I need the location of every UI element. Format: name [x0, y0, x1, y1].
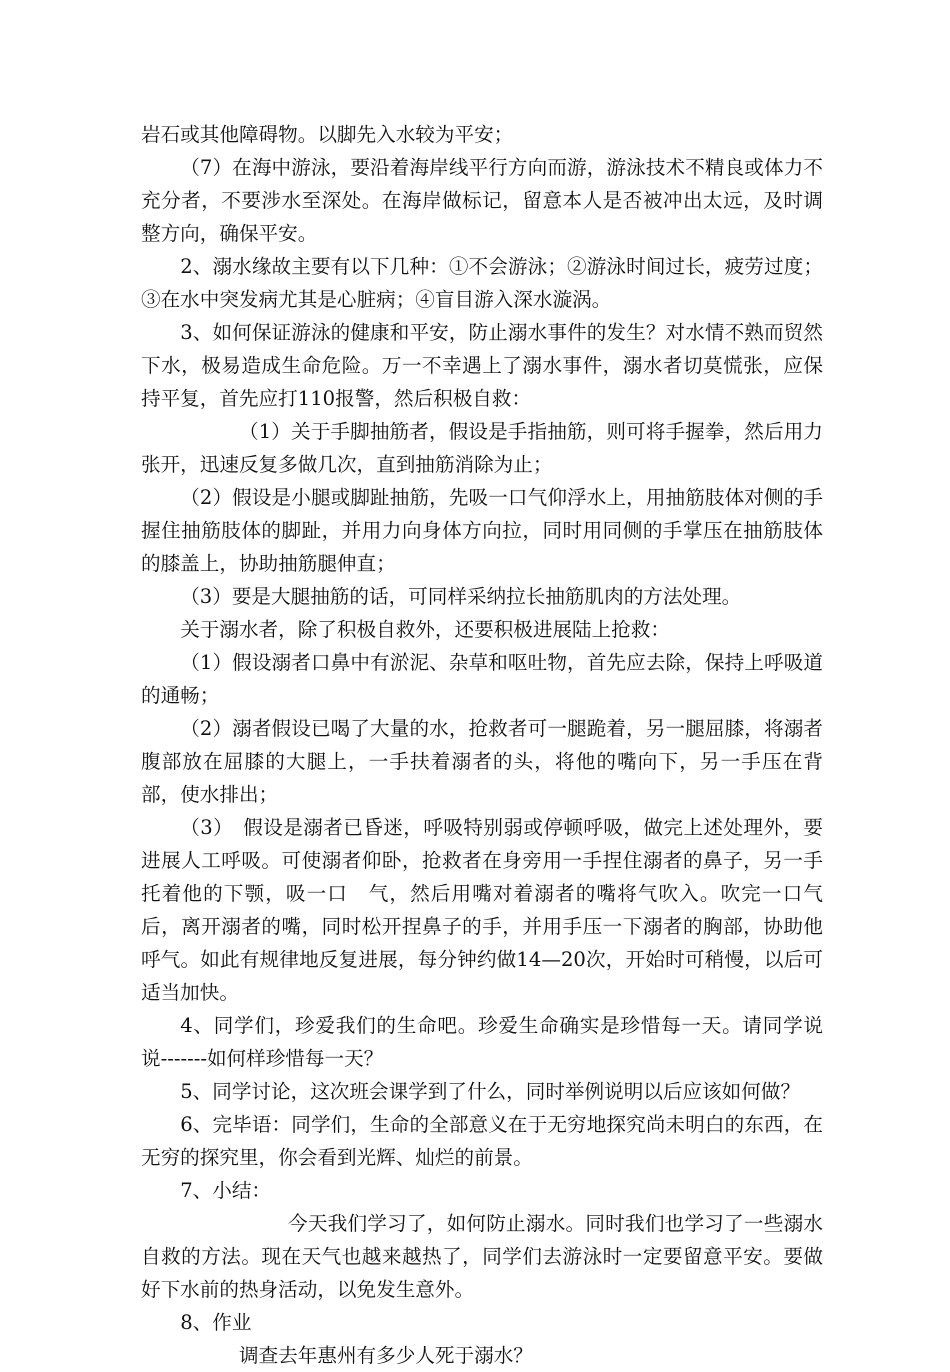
- paragraph-drowning-causes: 2、溺水缘故主要有以下几种：①不会游泳；②游泳时间过长，疲劳过度；③在水中突发病尤其是心脏病；④盲目游入深水漩涡。: [141, 255, 823, 311]
- paragraph-drain-water: （2）溺者假设已喝了大量的水，抢救者可一腿跪着，另一腿屈膝，将溺者腹部放在屈膝的大腿上，一手扶着溺者的头，将他的嘴向下，另一手压在背部，使水排出；: [141, 717, 823, 806]
- paragraph-artificial-respiration: （3） 假设是溺者已昏迷，呼吸特别弱或停顿呼吸，做完上述处理外，要进展人工呼吸。可使溺者仰卧，抢救者在身旁用一手捏住溺者的鼻子，另一手托着他的下颚，吸一口 气，然后用嘴对着溺者的嘴将气吹入。吹完一口气后，离开溺者的嘴，同时松开捏鼻子的手，并用手压一下溺者的胸部，协助他呼气。如此有规律地反复进展，每分钟约做14—20次，开始时可稍慢，以后可适当加快。: [141, 816, 823, 1004]
- paragraph-discussion: 5、同学讨论，这次班会课学到了什么，同时举例说明以后应该如何做？: [180, 1080, 801, 1103]
- paragraph-safe-entry: 岩石或其他障碍物。以脚先入水较为平安；: [141, 123, 514, 146]
- paragraph-closing-remarks: 6、完毕语：同学们，生命的全部意义在于无穷地探究尚未明白的东西，在无穷的探究里，你会看到光辉、灿烂的前景。: [141, 1113, 823, 1169]
- paragraph-safety-selfrescue: 3、如何保证游泳的健康和平安，防止溺水事件的发生？对水情不熟而贸然下水，极易造成生命危险。万一不幸遇上了溺水事件，溺水者切莫慌张，应保持平复，首先应打110报警，然后积极自救：: [141, 321, 823, 410]
- paragraph-thigh-cramp: （3）要是大腿抽筋的话，可同样采纳拉长抽筋肌肉的方法处理。: [180, 585, 742, 608]
- paragraph-summary-body: 今天我们学习了，如何防止溺水。同时我们也学习了一些溺水自救的方法。现在天气也越来越热了，同学们去游泳时一定要留意平安。要做好下水前的热身活动，以免发生意外。: [141, 1212, 823, 1301]
- paragraph-calf-cramp: （2）假设是小腿或脚趾抽筋，先吸一口气仰浮水上，用抽筋肢体对侧的手握住抽筋肢体的脚趾，并用力向身体方向拉，同时用同侧的手掌压在抽筋肢体的膝盖上，协助抽筋腿伸直；: [141, 486, 823, 575]
- paragraph-homework-body: 调查去年惠州有多少人死于溺水？: [239, 1344, 533, 1367]
- document-body: [141, 118, 823, 1372]
- paragraph-summary-heading: 7、小结：: [180, 1179, 272, 1202]
- paragraph-hand-cramp: （1）关于手脚抽筋者，假设是手指抽筋，则可将手握拳，然后用力张开，迅速反复多做几次，直到抽筋消除为止；: [141, 420, 823, 476]
- paragraph-clear-airway: （1）假设溺者口鼻中有淤泥、杂草和呕吐物，首先应去除，保持上呼吸道的通畅；: [141, 651, 823, 707]
- paragraph-homework-heading: 8、作业: [180, 1311, 252, 1334]
- paragraph-land-rescue: 关于溺水者，除了积极自救外，还要积极进展陆上抢救：: [180, 618, 671, 641]
- paragraph-cherish-life: 4、同学们，珍爱我们的生命吧。珍爱生命确实是珍惜每一天。请同学说说-------如何样珍惜每一天？: [141, 1014, 823, 1070]
- paragraph-sea-swimming: （7）在海中游泳，要沿着海岸线平行方向而游，游泳技术不精良或体力不充分者，不要涉水至深处。在海岸做标记，留意本人是否被冲出太远，及时调整方向，确保平安。: [141, 156, 823, 245]
